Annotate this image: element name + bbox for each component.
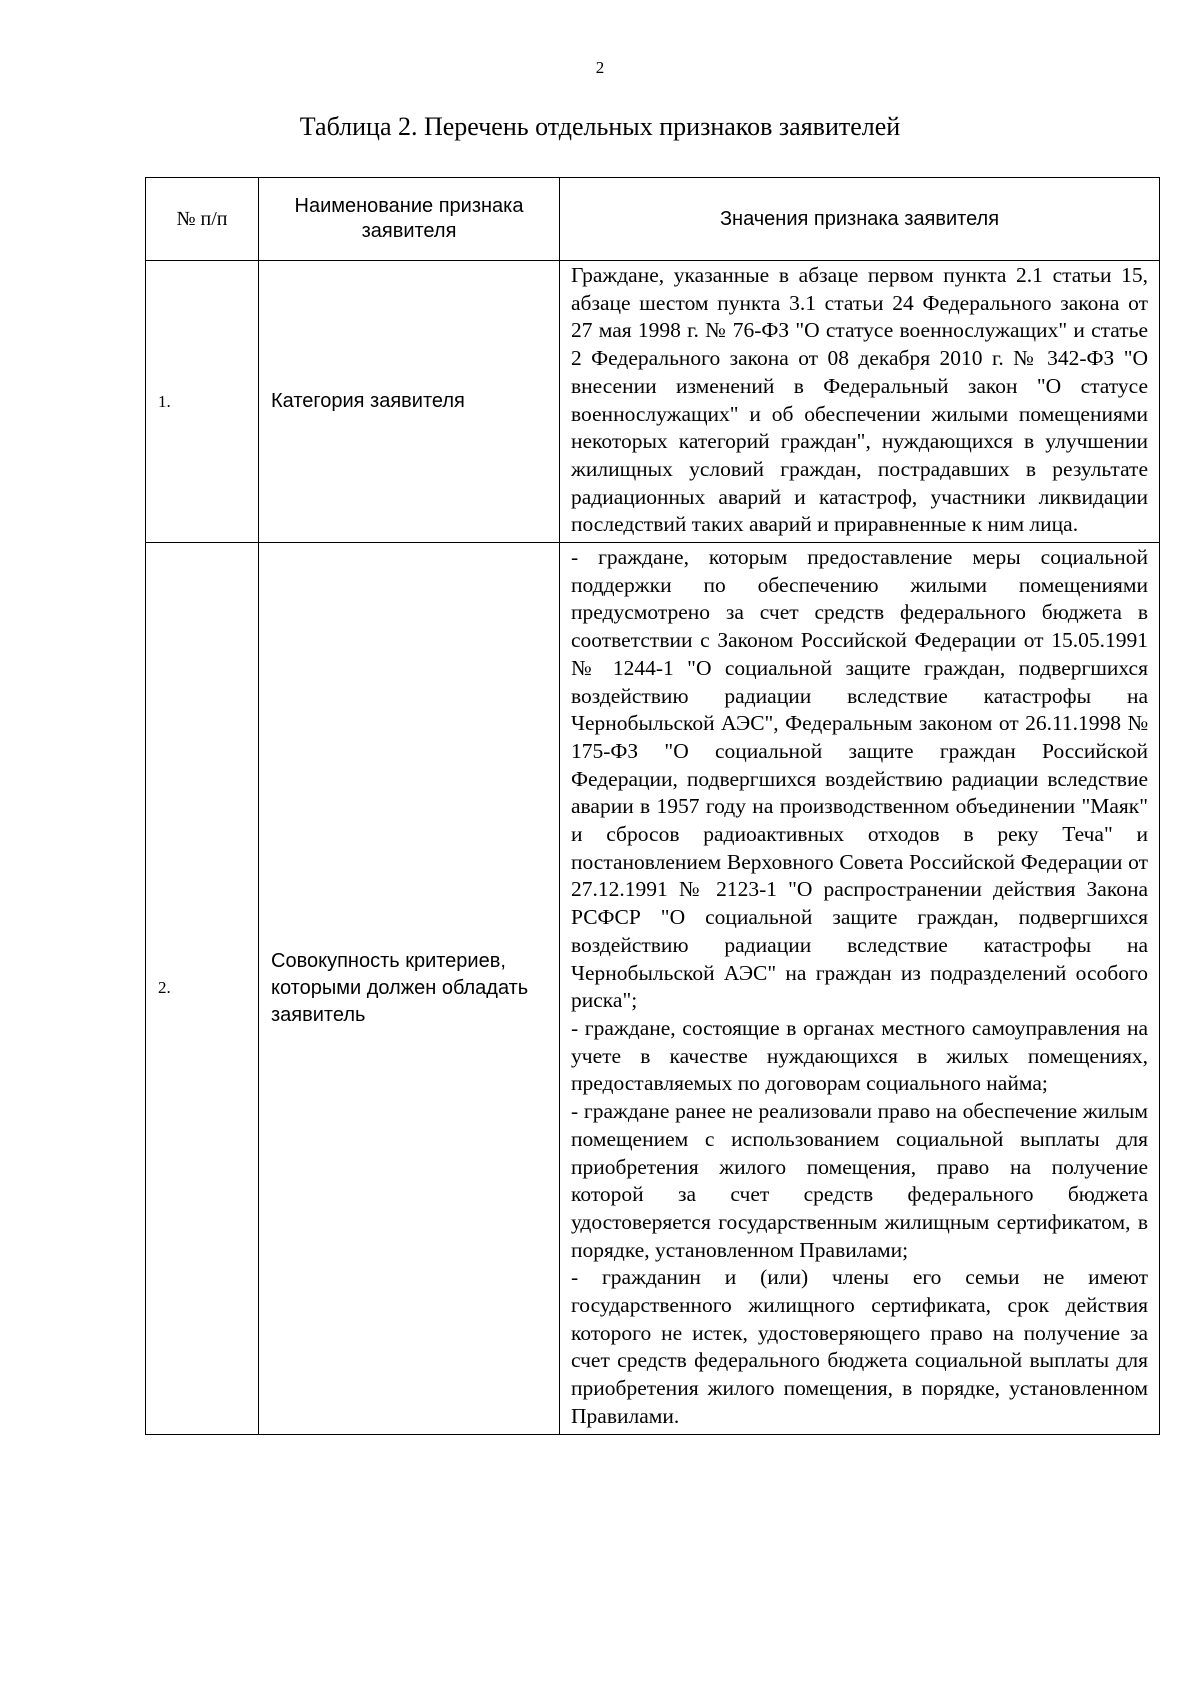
attribute-name: Категория заявителя [259,261,560,543]
attribute-value [560,261,1160,543]
value-paragraph: Граждане, указанные в абзаце первом пункта 2.1 статьи 15, абзаце шестом пункта 3.1 статьи 24 Федерального закона от 27 мая 1998 г. № 76-ФЗ "О статусе военнослужащих" и статье 2 Федерального закона от 08 декабря 2010 г. № 342-ФЗ "О внесении изменений в Федеральный закон "О статусе военнослужащих" и об обеспечении жилыми помещениями некоторых категорий граждан", нуждающихся в улучшении жилищных условий граждан, пострадавших в результате радиационных аварий и катастроф, участники ликвидации последствий таких аварий и приравненные к ним лица. [571,263,1148,537]
row-number: 1. [146,261,259,543]
row-number: 2. [146,543,259,1435]
table-row [146,543,1160,1435]
attribute-value [560,543,1160,1435]
value-paragraph: - гражданин и (или) члены его семьи не имеют государственного жилищного сертификата, срок действия которого не истек, удостоверяющего право на получение за счет средств федерального бюджета социальной выплаты для приобретения жилого помещения, в порядке, установленном Правилами. [571,1265,1148,1428]
table-header-row [146,178,1160,261]
header-attribute-value: Значения признака заявителя [560,178,1160,261]
value-paragraph: - граждане ранее не реализовали право на обеспечение жилым помещением с использованием социальной выплаты для приобретения жилого помещения, право на получение которой за счет средств федерального бюджета удостоверяется государственным жилищным сертификатом, в порядке, установленном Правилами; [571,1099,1148,1262]
attribute-name: Совокупность критериев, которыми должен обладать заявитель [259,543,560,1435]
header-number: № п/п [146,178,259,261]
value-paragraph: - граждане, состоящие в органах местного самоуправления на учете в качестве нуждающихся в жилых помещениях, предоставляемых по договорам социального найма; [571,1015,1148,1096]
header-attribute-name: Наименование признака заявителя [259,178,560,261]
applicant-attributes-table [145,177,1160,1435]
value-paragraph: - граждане, которым предоставление меры социальной поддержки по обеспечению жилыми помещениями предусмотрено за счет средств федерального бюджета в соответствии с Законом Российской Федерации от 15.05.1991 № 1244-1 "О социальной защите граждан, подвергшихся воздействию радиации вследствие катастрофы на Чернобыльской АЭС", Федеральным законом от 26.11.1998 № 175-ФЗ "О социальной защите граждан Российской Федерации, подвергшихся воздействию радиации вследствие аварии в 1957 году на производственном объединении "Маяк" и сбросов радиоактивных отходов в реку Теча" и постановлением Верховного Совета Российской Федерации от 27.12.1991 № 2123-1 "О распространении действия Закона РСФСР "О социальной защите граждан, подвергшихся воздействию радиации вследствие катастрофы на Чернобыльской АЭС" на граждан из подразделений особого риска"; [571,545,1148,1013]
page-title: Таблица 2. Перечень отдельных признаков заявителей [299,112,901,141]
page-number: 2 [595,58,605,77]
table-row [146,261,1160,543]
